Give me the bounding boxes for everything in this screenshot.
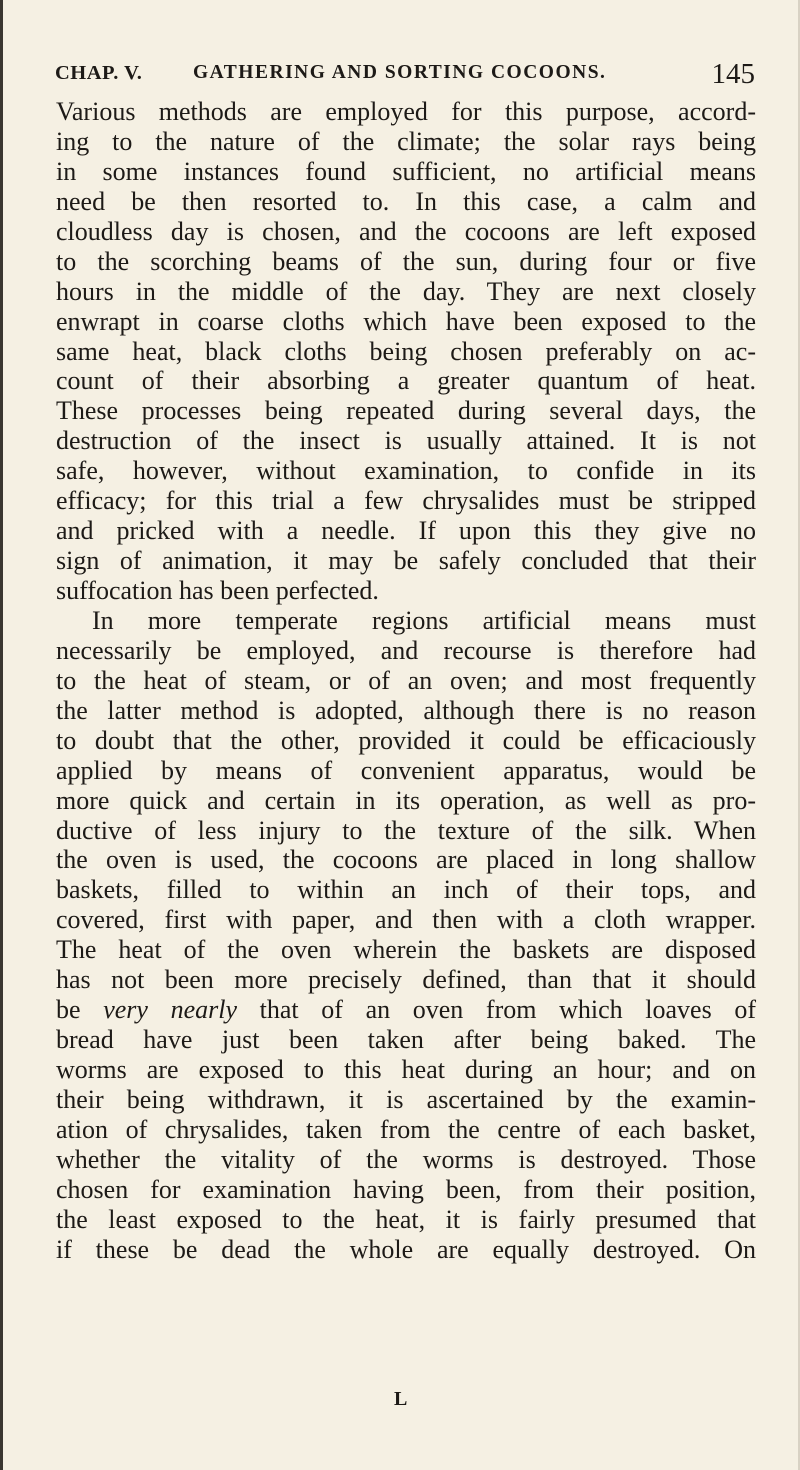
text-line: and pricked with a needle. If upon this they give no bbox=[56, 516, 756, 546]
page-binding-edge bbox=[0, 0, 3, 1470]
text-line: cloudless day is chosen, and the cocoons are left exposed bbox=[56, 216, 756, 246]
text-line: whether the vitality of the worms is destroyed. Those bbox=[56, 1144, 756, 1174]
text-line: worms are exposed to this heat during an hour; and on bbox=[56, 1055, 756, 1084]
text-line: has not been more precisely defined, than that it should bbox=[56, 965, 756, 995]
running-head bbox=[55, 58, 755, 94]
text-line-with-italic bbox=[56, 995, 756, 1025]
text-line: destruction of the insect is usually attained. It is not bbox=[56, 426, 756, 456]
page-number: 145 bbox=[711, 58, 755, 90]
text-line: The heat of the oven wherein the baskets are disposed bbox=[56, 935, 756, 965]
text-line: In more temperate regions artificial means must bbox=[92, 605, 756, 635]
text-line: if these be dead the whole are equally destroyed. On bbox=[56, 1234, 756, 1264]
text-line: sign of animation, it may be safely concluded that their bbox=[56, 546, 756, 576]
text-line: efficacy; for this trial a few chrysalides must be stripped bbox=[56, 486, 756, 516]
text-line: enwrapt in coarse cloths which have been exposed to the bbox=[56, 306, 756, 336]
text-line: to the heat of steam, or of an oven; and most frequently bbox=[56, 665, 756, 695]
text-line: Various methods are employed for this purpose, accord- bbox=[56, 97, 756, 126]
text-line: necessarily be employed, and recourse is therefore had bbox=[56, 635, 756, 665]
signature-mark: L bbox=[394, 1388, 408, 1410]
text-line: covered, first with paper, and then with a cloth wrapper. bbox=[56, 905, 756, 935]
running-head-title: GATHERING AND SORTING COCOONS. bbox=[193, 62, 607, 83]
text-segment: be bbox=[56, 995, 104, 1025]
text-line: to doubt that the other, provided it could be efficaciously bbox=[56, 725, 756, 755]
text-line: applied by means of convenient apparatus, would be bbox=[56, 755, 756, 785]
running-head-chapter: CHAP. V. bbox=[55, 62, 143, 84]
text-line: hours in the middle of the day. They are next closely bbox=[56, 276, 756, 306]
text-line: the least exposed to the heat, it is fairly presumed that bbox=[56, 1204, 756, 1234]
text-segment: that of an oven from which loaves of bbox=[237, 995, 756, 1025]
body-text bbox=[56, 97, 756, 1265]
text-line: more quick and certain in its operation, as well as pro- bbox=[56, 785, 756, 815]
text-line: need be then resorted to. In this case, a calm and bbox=[56, 186, 756, 216]
text-line: to the scorching beams of the sun, during four or five bbox=[56, 246, 756, 276]
text-line: safe, however, without examination, to confide in its bbox=[56, 456, 756, 486]
text-line: the oven is used, the cocoons are placed in long shallow bbox=[56, 845, 756, 875]
text-line: bread have just been taken after being baked. The bbox=[56, 1025, 756, 1055]
text-line: their being withdrawn, it is ascertained by the examin- bbox=[56, 1084, 756, 1114]
text-line: in some instances found sufficient, no artificial means bbox=[56, 156, 756, 186]
text-line: chosen for examination having been, from their position, bbox=[56, 1174, 756, 1204]
text-line: ductive of less injury to the texture of the silk. When bbox=[56, 815, 756, 845]
text-line: ation of chrysalides, taken from the centre of each basket, bbox=[56, 1114, 756, 1144]
text-line: same heat, black cloths being chosen preferably on ac- bbox=[56, 336, 756, 366]
text-line: These processes being repeated during several days, the bbox=[56, 396, 756, 426]
text-line: suffocation has been perfected. bbox=[56, 576, 379, 605]
italic-emphasis: very nearly bbox=[103, 995, 237, 1025]
text-line: the latter method is adopted, although there is no reason bbox=[56, 695, 756, 725]
text-line: ing to the nature of the climate; the solar rays being bbox=[56, 126, 756, 156]
text-line: count of their absorbing a greater quantum of heat. bbox=[56, 366, 756, 396]
text-line: baskets, filled to within an inch of their tops, and bbox=[56, 875, 756, 905]
